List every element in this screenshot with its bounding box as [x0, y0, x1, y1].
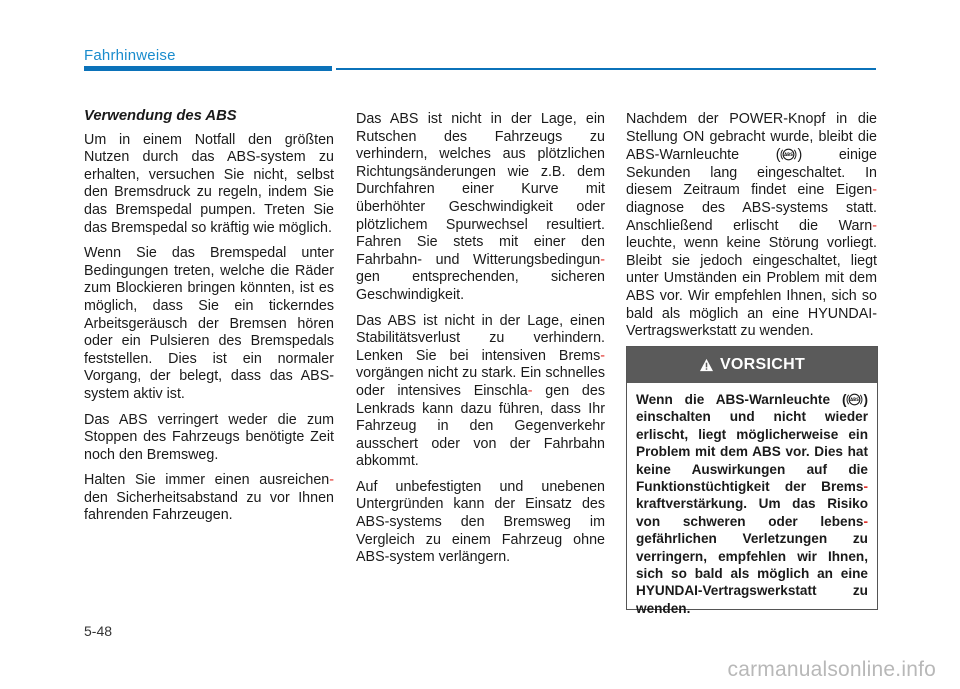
- caution-text: [627, 383, 877, 617]
- caution-title: VORSICHT: [719, 356, 806, 373]
- caution-box: [626, 346, 878, 616]
- text-segment: Nachdem der POWER-Knopf in die Stellung ON gebracht wurde, bleibt die ABS-Warnleuchte (: [626, 111, 877, 164]
- text-segment: leuchte, wenn keine Störung vorliegt. Bleibt sie jedoch eingeschaltet, liegt unter Umständen ein Problem mit dem ABS vor. Wir empfehlen Ihnen, sich so bald als möglich an eine HYUNDAI-Vertragswerkstatt zu wenden.: [626, 235, 877, 340]
- hyphen-mark: -: [527, 382, 533, 399]
- header-title: Fahrhinweise: [84, 47, 176, 64]
- svg-text:ABS: ABS: [784, 152, 794, 158]
- text-segment: diagnose des ABS-systems statt. Anschließend erlischt die Warn: [626, 199, 877, 234]
- header-rule-thin: [336, 68, 876, 70]
- abs-warning-icon: [780, 146, 797, 163]
- text-segment: gen des Lenkrads kann dazu führen, dass Ihr Fahrzeug in den Gegenverkehr ausschert oder von der Fahrbahn abkommt.: [356, 382, 605, 470]
- page-number: 5-48: [84, 623, 113, 639]
- caution-header: [627, 347, 877, 383]
- section-heading: Verwendung des ABS: [84, 108, 237, 124]
- text-segment: kraftverstärkung. Um das Risiko von schweren oder lebens: [636, 496, 868, 529]
- paragraph: Wenn Sie das Bremspedal unter Bedingungen treten, welche die Räder zum Blockieren bringen könnten, ist es möglich, dass Sie ein tickerndes Arbeitsgeräusch der Bremsen hören oder ein Pulsieren des Bremspedals feststellen. Dies ist ein normaler Vorgang, der belegt, dass das ABS-system aktiv ist.: [84, 245, 334, 402]
- text-segment: gefährlichen Verletzungen zu verringern, empfehlen wir Ihnen, sich so bald als möglich an eine HYUNDAI-Vertragswerkstatt zu wenden.: [636, 531, 868, 616]
- paragraph: [626, 111, 877, 341]
- hyphen-mark: -: [872, 217, 877, 234]
- text-segment: gen entsprechenden, sicheren Geschwindigkeit.: [356, 269, 605, 303]
- watermark: carmanualsonline.info: [727, 658, 936, 681]
- text-segment: ) einschalten und nicht wieder erlischt, liegt möglicherweise ein Problem mit dem ABS vor. Dies hat keine Auswirkungen auf die Funktionstüchtigkeit der Brems: [636, 392, 868, 495]
- hyphen-mark: -: [863, 513, 868, 529]
- text-segment: Das ABS ist nicht in der Lage, einen Stabilitätsverlust zu verhindern. Lenken Sie bei intensiven Brems: [356, 312, 605, 364]
- text-segment: vorgängen nicht zu stark. Ein schnelles oder intensives Einschla: [356, 365, 605, 399]
- paragraph: Um in einem Notfall den größten Nutzen durch das ABS-system zu erhalten, versuchen Sie nicht, selbst den Bremsdruck zu regeln, indem Sie das Bremspedal pumpen. Treten Sie das Bremspedal so kräftig wie möglich.: [84, 131, 334, 236]
- text-segment: ) einige Sekunden lang eingeschaltet. In diesem Zeitraum findet eine Eigen: [626, 147, 877, 199]
- hyphen-mark: -: [863, 479, 868, 495]
- abs-warning-icon: [846, 391, 863, 408]
- hyphen-mark: -: [872, 182, 877, 199]
- header-rule-thick: [84, 66, 332, 71]
- paragraph: Das ABS verringert weder die zum Stoppen des Fahrzeugs benötigte Zeit noch den Bremsweg.: [84, 411, 334, 463]
- paragraph: [356, 313, 605, 471]
- column-2: [356, 111, 605, 575]
- text-segment: Wenn die ABS-Warnleuchte (: [636, 392, 847, 407]
- column-3: [626, 111, 877, 349]
- text-segment: Das ABS ist nicht in der Lage, ein Rutschen des Fahrzeugs zu verhindern, welches aus plötzlichen Richtungsänderungen wie z.B. dem Durchfahren einer Kurve mit überhöhter Geschwindigkeit oder plötzlichem Spurwechsel resultiert. Fahren Sie stets mit einer den Fahrbahn- und Witterungsbedingun: [356, 111, 605, 268]
- text-segment: den Sicherheitsabstand zu vor Ihnen fahrenden Fahrzeugen.: [84, 489, 334, 524]
- warning-triangle-icon: [699, 358, 714, 372]
- hyphen-mark: -: [600, 251, 605, 268]
- column-1: [84, 108, 334, 533]
- paragraph: [356, 111, 605, 305]
- paragraph: Auf unbefestigten und unebenen Untergründen kann der Einsatz des ABS-systems den Bremsweg im Vergleich zu einem Fahrzeug ohne ABS-system verlängern.: [356, 478, 605, 566]
- hyphen-mark: -: [329, 472, 334, 489]
- svg-text:ABS: ABS: [850, 396, 860, 402]
- hyphen-mark: -: [600, 347, 605, 364]
- paragraph: [84, 472, 334, 525]
- text-segment: Halten Sie immer einen ausreichen: [84, 472, 330, 489]
